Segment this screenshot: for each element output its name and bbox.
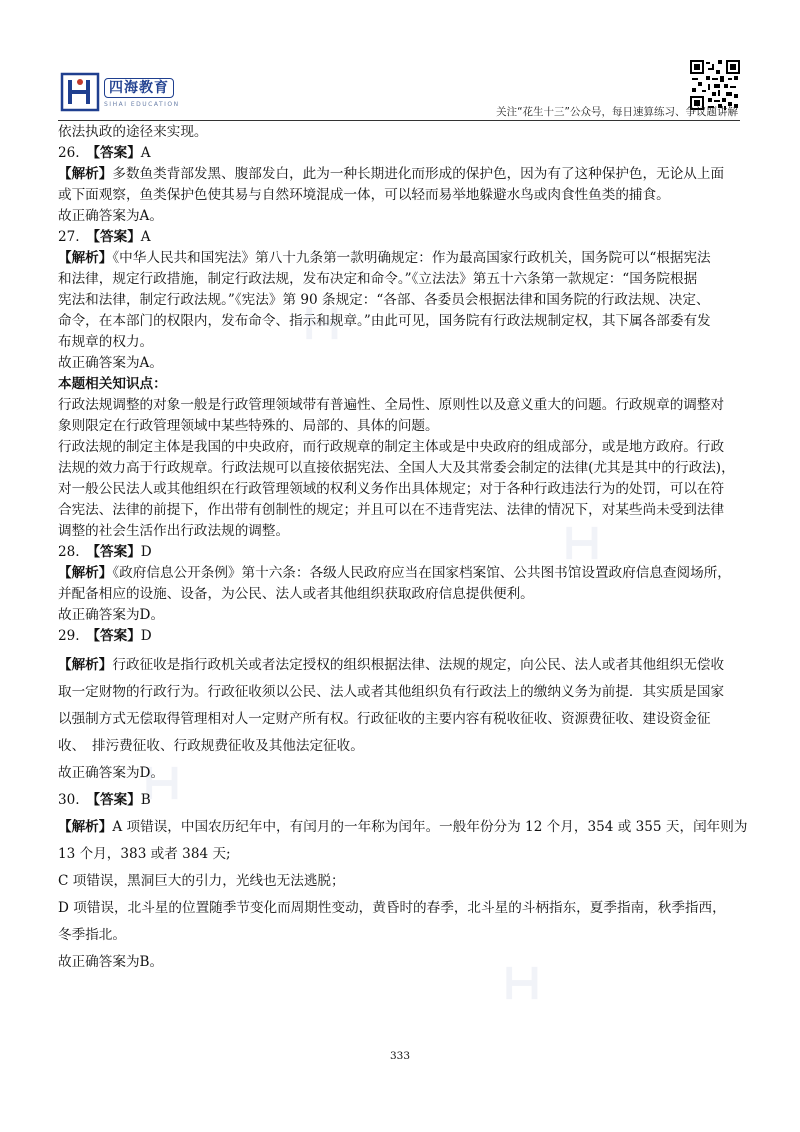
line-text: 对一般公民法人或其他组织在行政管理领域的权利义务作出具体规定；对于各种行政违法行为的处罚，可以在符 (58, 481, 725, 497)
line-text: 行政法规调整的对象一般是行政管理领域带有普遍性、全局性、原则性以及意义重大的问题。行政规章的调整对 (58, 397, 725, 413)
section-heading: 【答案】 (93, 792, 141, 808)
line-text: B (140, 792, 151, 808)
text-line (58, 185, 748, 206)
text-line (58, 542, 748, 563)
line-text: 象则限定在行政管理领域中某些特殊的、局部的、具体的问题。 (58, 418, 439, 434)
question-number: 27. (58, 229, 80, 245)
section-heading: 本题相关知识点： (58, 376, 167, 392)
text-line (58, 563, 748, 584)
text-line (58, 164, 748, 185)
text-line (58, 248, 748, 269)
brand-subtitle: SIHAI EDUCATION (104, 101, 180, 108)
line-text: 取一定财物的行政行为。行政征收须以公民、法人或者其他组织负有行政法上的缴纳义务为前提．其实质是国家 (58, 684, 725, 700)
line-text: 故正确答案为B。 (58, 954, 164, 970)
text-line (58, 652, 748, 679)
line-text: 布规章的权力。 (58, 334, 154, 350)
text-line (58, 143, 748, 164)
line-text: 13 个月，383 或者 384 天; (58, 846, 231, 862)
line-text: A (140, 229, 151, 245)
text-line (58, 922, 748, 949)
text-line (58, 500, 748, 521)
line-text: D (140, 544, 152, 560)
line-text: 或下面观察，鱼类保护色使其易与自然环境混成一体，可以轻而易举地躲避水鸟或肉食性鱼类的捕食。 (58, 187, 670, 203)
text-line (58, 332, 748, 353)
text-line (58, 733, 748, 760)
line-text: A (140, 145, 151, 161)
question-number: 26. (58, 145, 80, 161)
text-line (58, 206, 748, 227)
text-line (58, 458, 748, 479)
line-text: 和法律，规定行政措施，制定行政法规，发布决定和命令。”《立法法》第五十六条第一款规定：“国务院根据 (58, 271, 698, 287)
text-line (58, 760, 748, 787)
text-line (58, 605, 748, 626)
text-line (58, 374, 748, 395)
line-text: 法规的效力高于行政规章。行政法规可以直接依据宪法、全国人大及其常委会制定的法律(尤其是其中的行政法)， (58, 460, 735, 476)
section-heading: 【答案】 (93, 544, 141, 560)
qr-code-icon[interactable] (690, 60, 740, 110)
line-text: D 项错误，北斗星的位置随季节变化而周期性变动，黄昏时的春季，北斗星的斗柄指东，夏季指南，秋季指西， (58, 900, 726, 916)
page-number: 333 (389, 1050, 411, 1062)
line-text: 行政征收是指行政机关或者法定授权的组织根据法律、法规的规定，向公民、法人或者其他组织无偿收 (112, 657, 725, 673)
page-header (0, 0, 800, 125)
line-text: 并配备相应的设施、设备，为公民、法人或者其他组织获取政府信息提供便利。 (58, 586, 534, 602)
line-text: 宪法和法律，制定行政法规。”《宪法》第 90 条规定：“各部、各委员会根据法律和国务院的行政法规、决定、 (58, 292, 710, 308)
text-line (58, 311, 748, 332)
line-text: 调整的社会生活作出行政法规的调整。 (58, 523, 290, 539)
line-text: 依法执政的途径来实现。 (58, 124, 208, 140)
line-text: 收、 排污费征收、行政规费征收及其他法定征收。 (58, 738, 364, 754)
text-line (58, 706, 748, 733)
answer-explanations (58, 122, 748, 976)
section-heading: 【解析】 (58, 657, 113, 673)
line-text: C 项错误，黑洞巨大的引力，光线也无法逃脱； (58, 873, 345, 889)
text-line (58, 122, 748, 143)
line-text: 《中华人民共和国宪法》第八十九条第一款明确规定：作为最高国家行政机关，国务院可以“根据宪法 (112, 250, 711, 266)
brand-name: 四海教育 (104, 78, 174, 98)
text-line (58, 679, 748, 706)
text-line (58, 787, 748, 814)
text-line (58, 416, 748, 437)
section-heading: 【解析】 (58, 166, 113, 182)
logo (60, 72, 220, 114)
section-heading: 【答案】 (93, 628, 141, 644)
text-line (58, 290, 748, 311)
text-line (58, 868, 748, 895)
text-line (58, 269, 748, 290)
line-text: 多数鱼类背部发黑、腹部发白，此为一种长期进化而形成的保护色，因为有了这种保护色，无论从上面 (112, 166, 725, 182)
header-divider (58, 120, 740, 121)
text-line (58, 626, 748, 647)
text-line (58, 437, 748, 458)
section-heading: 【答案】 (93, 145, 141, 161)
text-line (58, 521, 748, 542)
line-text: 故正确答案为D。 (58, 607, 165, 623)
logo-mark-icon (60, 72, 100, 112)
section-heading: 【解析】 (58, 250, 113, 266)
line-text: 故正确答案为A。 (58, 355, 163, 371)
section-heading: 【答案】 (93, 229, 141, 245)
line-text: 故正确答案为D。 (58, 765, 165, 781)
text-line (58, 895, 748, 922)
text-line (58, 353, 748, 374)
line-text: 故正确答案为A。 (58, 208, 163, 224)
text-line (58, 584, 748, 605)
text-line (58, 841, 748, 868)
line-text: 《政府信息公开条例》第十六条：各级人民政府应当在国家档案馆、公共图书馆设置政府信息查阅场所， (112, 565, 731, 581)
line-text: 合宪法、法律的前提下，作出带有创制性的规定；并且可以在不违背宪法、法律的情况下，对某些尚未受到法律 (58, 502, 725, 518)
line-text: 命令，在本部门的权限内，发布命令、指示和规章。”由此可见，国务院有行政法规制定权，其下属各部委有发 (58, 313, 711, 329)
question-number: 28. (58, 544, 80, 560)
line-text: 行政法规的制定主体是我国的中央政府，而行政规章的制定主体或是中央政府的组成部分，或是地方政府。行政 (58, 439, 725, 455)
text-line (58, 479, 748, 500)
question-number: 30. (58, 792, 80, 808)
section-heading: 【解析】 (58, 819, 113, 835)
text-line (58, 814, 748, 841)
line-text: 以强制方式无偿取得管理相对人一定财产所有权。行政征收的主要内容有税收征收、资源费征收、建设资金征 (58, 711, 711, 727)
text-line (58, 395, 748, 416)
line-text: A 项错误，中国农历纪年中，有闰月的一年称为闰年。一般年份分为 12 个月，354 或 355 天，闰年则为 (112, 819, 748, 835)
header-note: 关注“花生十三”公众号，每日速算练习、争议题讲解 (496, 106, 738, 118)
line-text: 冬季指北。 (58, 927, 126, 943)
text-line (58, 949, 748, 976)
section-heading: 【解析】 (58, 565, 113, 581)
question-number: 29. (58, 628, 80, 644)
line-text: D (140, 628, 152, 644)
text-line (58, 227, 748, 248)
